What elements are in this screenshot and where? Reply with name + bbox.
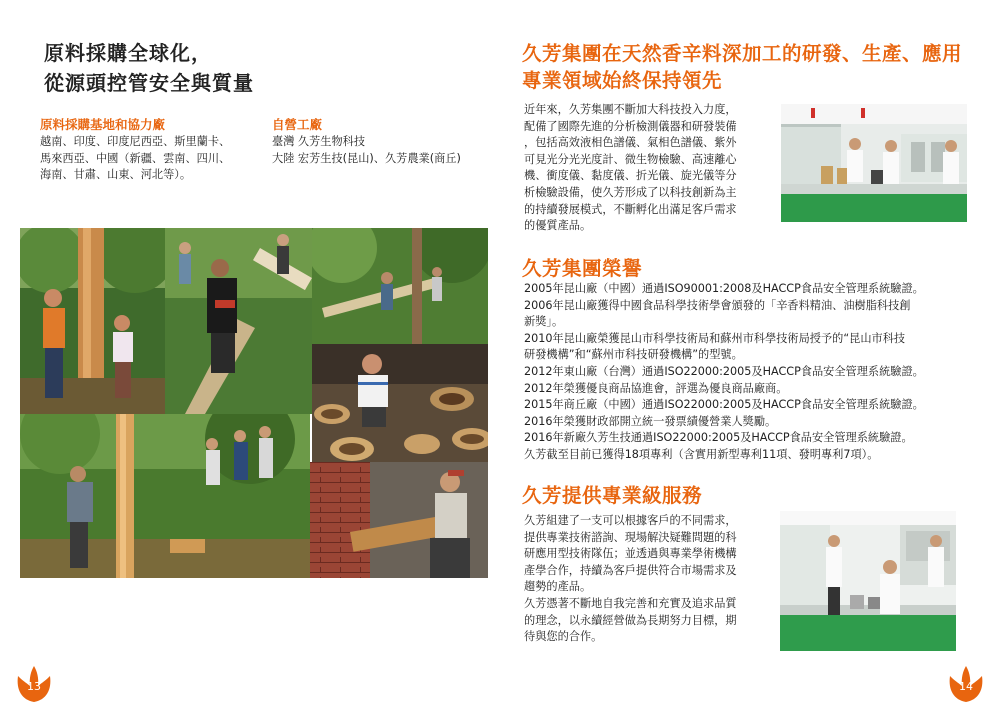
photo-bark-storage (312, 344, 488, 462)
left-heading (44, 38, 254, 98)
left-heading-line-1: 原料採購全球化， (44, 41, 212, 65)
rd-line: 配備了國際先進的分析檢測儀器和研發裝備 (524, 119, 737, 133)
rd-text (524, 102, 774, 235)
left-page-number: 13 (27, 680, 41, 693)
rd-line: 機、衝度儀、黏度儀、折光儀、旋光儀等分 (524, 169, 737, 183)
honors-line: 2010年昆山廠榮獲昆山市科學技術局和蘇州市科學技術局授予的“昆山市科技 (524, 331, 906, 345)
photo-lab-1 (781, 104, 967, 222)
honors-line: 2012年東山廠（台灣）通過ISO22000:2005及HACCP食品安全管理系統驗證。 (524, 364, 924, 378)
service-line: 提供專業技術諮詢、現場解決疑難問題的科 (524, 530, 737, 544)
rd-line: 近年來，久芳集團不斷加大科技投入力度， (524, 103, 737, 116)
honors-line: 2005年昆山廠（中國）通過ISO90001:2008及HACCP食品安全管理系統驗證。 (524, 282, 924, 295)
photo-forest-felling (312, 228, 488, 344)
rd-line: 可見光分光光度計、微生物檢驗、高速離心 (524, 152, 737, 166)
factories-text (272, 134, 492, 167)
photo-tree-chopping (20, 414, 310, 578)
honors-line: 研發機構”和“蘇州市科技研發機構”的型號。 (524, 348, 743, 362)
right-page-number: 14 (959, 680, 973, 693)
factories-line: 臺灣 久芳生物科技 (272, 135, 366, 148)
service-line: 的理念，以永續經營做為長期努力目標，期 (524, 613, 737, 627)
service-line: 研應用型技術隊伍；並透過與專業學術機構 (524, 547, 737, 561)
honors-line: 2012年榮獲優良商品協進會，評選為優良商品廠商。 (524, 381, 788, 395)
rd-heading (522, 40, 982, 94)
sourcing-line: 海南、甘肅、山東、河北等）。 (40, 168, 192, 182)
service-line: 久芳憑著不斷地自我完善和充實及追求品質 (524, 596, 737, 610)
photo-field-workers (165, 228, 312, 414)
rd-line: 的優質產品。 (524, 219, 592, 233)
honors-line: 2016年新廠久芳生技通過ISO22000:2005及HACCP食品安全管理系統驗證。 (524, 431, 913, 445)
service-line: 久芳組建了一支可以根據客戶的不同需求， (524, 514, 737, 527)
honors-line: 新獎」。 (524, 315, 564, 329)
photo-worker-bark (310, 462, 488, 578)
rd-line: ，包括高效液相色譜儀、氣相色譜儀、紫外 (524, 136, 737, 150)
photo-farmers-tree (20, 228, 165, 414)
service-heading: 久芳提供專業級服務 (522, 484, 703, 507)
factories-line: 大陸 宏芳生技(昆山)、久芳農業(商丘) (272, 151, 461, 165)
factories-block (272, 115, 492, 167)
service-text (524, 513, 774, 646)
sourcing-line: 越南、印度、印度尼西亞、斯里蘭卡、 (40, 135, 231, 148)
sourcing-text (40, 134, 272, 184)
sourcing-block (40, 115, 272, 184)
service-line: 產學合作，持續為客戶提供符合市場需求及 (524, 563, 737, 577)
honors-list (524, 281, 979, 464)
left-heading-line-2: 從源頭控管安全與質量 (44, 71, 254, 95)
photo-lab-2 (780, 511, 956, 651)
factories-title: 自營工廠 (272, 117, 323, 132)
honors-line: 2016年榮獲財政部開立統一發票績優營業人獎勵。 (524, 414, 777, 428)
honors-line: 2015年商丘廠（中國）通過ISO22000:2005及HACCP食品安全管理系統驗證。 (524, 398, 924, 412)
sourcing-line: 馬來西亞、中國（新疆、雲南、四川、 (40, 151, 231, 165)
rd-heading-line-1: 久芳集團在天然香辛料深加工的研發、生產、應用 (522, 42, 963, 65)
rd-line: 的持續發展模式，不斷孵化出滿足客戶需求 (524, 202, 737, 216)
honors-line: 久芳截至目前已獲得18項專利（含實用新型專利11項、發明專利7項）。 (524, 447, 879, 461)
service-line: 趨勢的產品。 (524, 580, 592, 594)
service-line: 待與您的合作。 (524, 630, 603, 644)
honors-heading: 久芳集團榮譽 (522, 257, 643, 280)
rd-heading-line-2: 專業領域始終保持領先 (522, 69, 723, 92)
rd-line: 析檢驗設備，使久芳形成了以科技創新為主 (524, 185, 737, 199)
honors-line: 2006年昆山廠獲得中國食品科學技術學會頒發的「辛香料精油、油樹脂科技創 (524, 298, 911, 312)
sourcing-title: 原料採購基地和協力廠 (40, 117, 166, 132)
